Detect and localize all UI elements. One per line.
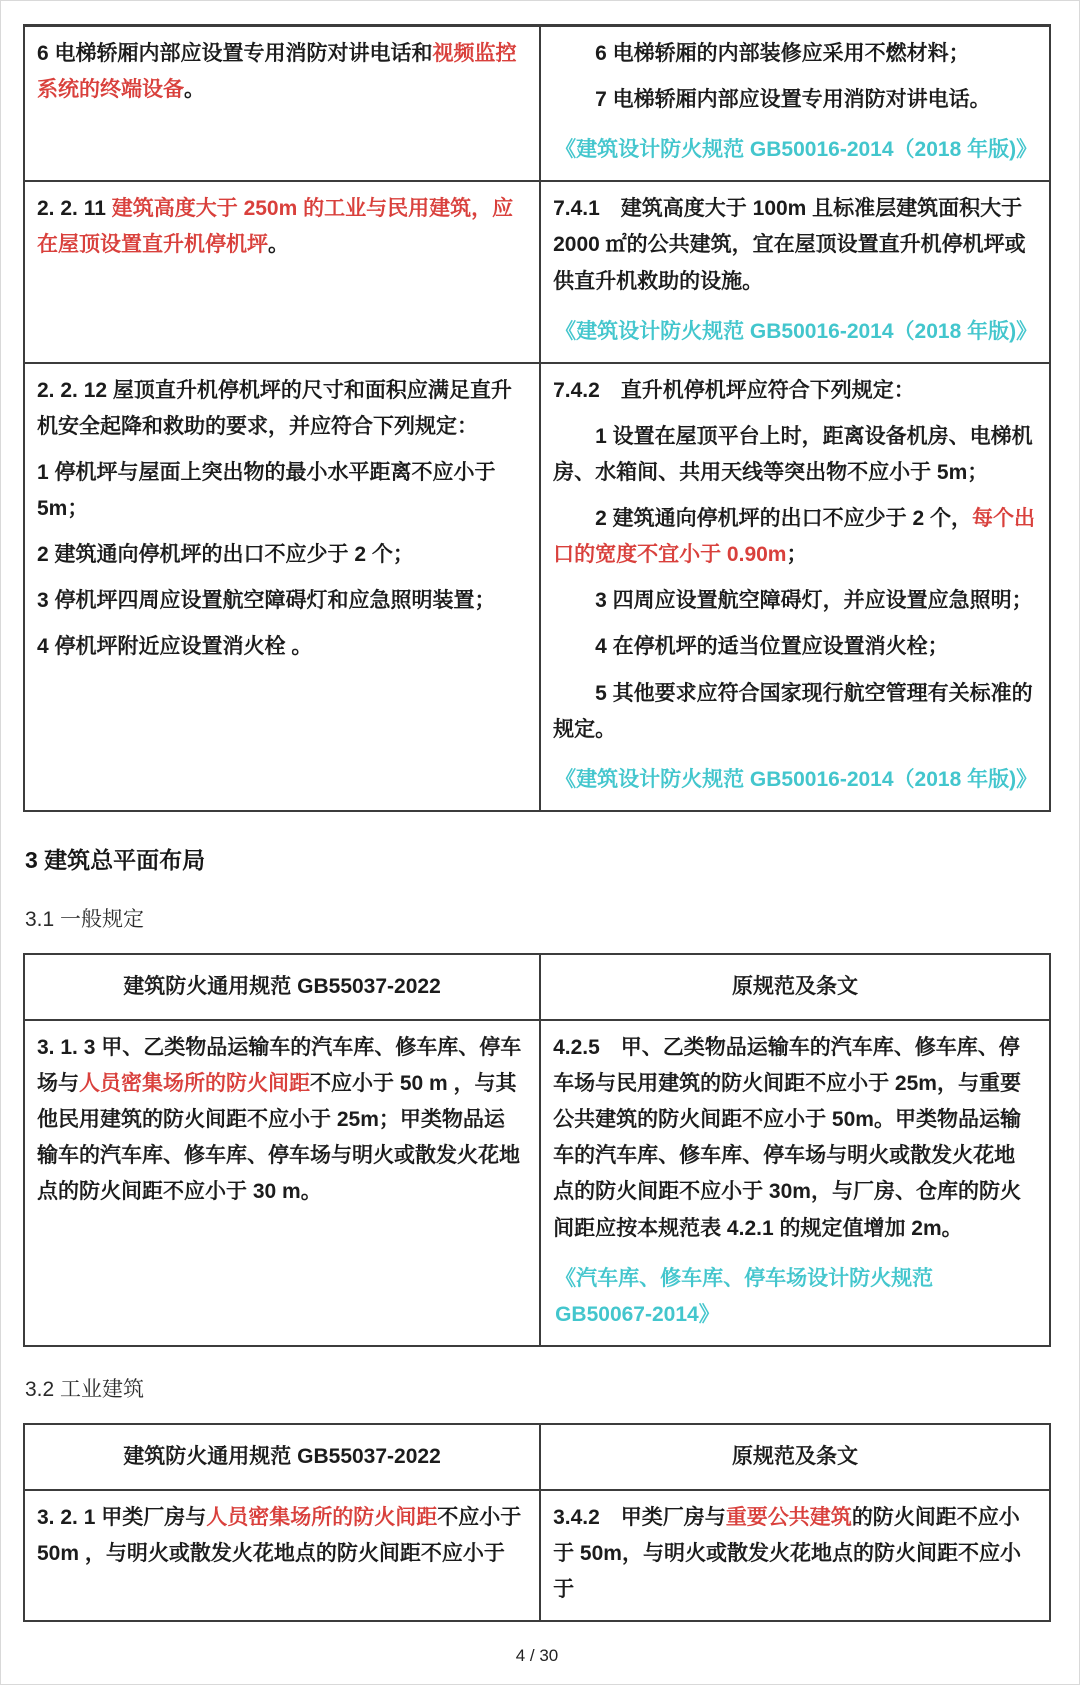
highlighted-difference-text: 视频监控系统的终端设备 <box>37 42 517 102</box>
table-row <box>25 1019 1049 1345</box>
paragraph <box>37 36 525 108</box>
body-text: ； <box>786 543 808 567</box>
source-citation <box>553 762 1038 798</box>
cell-original-code-3-4-2 <box>541 1491 1049 1620</box>
body-text: 6 电梯轿厢的内部装修应采用不燃材料； <box>595 42 970 65</box>
highlighted-difference-text: 每个出口的宽度不宜小于 0.90m <box>553 507 1035 567</box>
paragraph <box>37 1500 525 1572</box>
citation-text: 《建筑设计防火规范 GB50016-2014（2018 年版)》 <box>555 767 1038 791</box>
paragraph <box>553 676 1035 748</box>
cell-new-code-2-2-12 <box>25 364 541 810</box>
body-text: 3 停机坪四周应设置航空障碍灯和应急照明装置； <box>37 589 496 613</box>
column-header-original-code: 原规范及条文 <box>732 974 859 998</box>
paragraph <box>37 629 525 665</box>
table-header-row <box>25 955 1049 1019</box>
body-text: 3. 2. 1 甲类厂房与 <box>37 1505 207 1529</box>
body-text: 7.4.2 直升机停机坪应符合下列规定： <box>553 378 915 402</box>
body-text: 5 其他要求应符合国家现行航空管理有关标准的规定。 <box>553 681 1033 741</box>
body-text: 4 在停机坪的适当位置应设置消火栓； <box>595 635 949 659</box>
table-row <box>25 27 1049 180</box>
paragraph <box>553 501 1035 573</box>
body-text: 3 四周应设置航空障碍灯，并应设置应急照明； <box>595 589 1033 613</box>
cell-original-code-7-4-2 <box>541 364 1049 810</box>
highlighted-difference-text: 人员密集场所的防火间距 <box>79 1072 310 1096</box>
paragraph <box>553 191 1035 299</box>
paragraph <box>37 373 525 445</box>
section-heading-3: 3 建筑总平面布局 <box>25 846 206 873</box>
cell-original-code-4-2-5 <box>541 1021 1049 1345</box>
highlighted-difference-text: 建筑高度大于 250m 的工业与民用建筑，应在屋顶设置直升机停机坪 <box>37 197 514 257</box>
column-header-new-code: 建筑防火通用规范 GB55037-2022 <box>25 1425 541 1489</box>
body-text: 不应小于 50m ，与明火或散发火花地点的防火间距不应小于 <box>37 1505 522 1566</box>
body-text: 4.2.5 甲、乙类物品运输车的汽车库、修车库、停车场与民用建筑的防火间距不应小于 25m，与重要公共建筑的防火间距不应小于 50m。甲类物品运输车的汽车库、修车库、停车场与明火或散发火花地点的防火间距不应小于 30m，与厂房、仓库的防火间距应按本规范表 4.2.1 的规定值增加 2m。 <box>553 1035 1021 1240</box>
citation-text: 《建筑设计防火规范 GB50016-2014（2018 年版)》 <box>555 319 1038 343</box>
subsection-heading-3-2: 3.2 工业建筑 <box>25 1377 145 1401</box>
page-number: 4 / 30 <box>515 1646 559 1666</box>
body-text: 2 建筑通向停机坪的出口不应少于 2 个， <box>595 507 972 531</box>
body-text: 。 <box>268 233 289 257</box>
body-text: 的防火间距不应小于 50m，与明火或散发火花地点的防火间距不应小于 <box>553 1505 1021 1602</box>
comparison-table-elevator-helipad <box>23 24 1051 812</box>
cell-new-code-3-1-3 <box>25 1021 541 1345</box>
body-text: 4 停机坪附近应设置消火栓 。 <box>37 635 313 659</box>
paragraph <box>37 455 525 527</box>
cell-new-code-6 <box>25 27 541 180</box>
paragraph <box>37 537 525 573</box>
body-text: 。 <box>184 78 205 102</box>
paragraph <box>553 1500 1035 1608</box>
paragraph <box>553 36 1035 72</box>
paragraph <box>553 82 1035 118</box>
comparison-table-general-layout <box>23 953 1051 1347</box>
paragraph <box>37 1030 525 1211</box>
subsection-heading-3-1: 3.1 一般规定 <box>25 907 145 931</box>
paragraph <box>37 583 525 619</box>
body-text: 2. 2. 12 屋顶直升机停机坪的尺寸和面积应满足直升机安全起降和救助的要求，并应符合下列规定： <box>37 378 512 438</box>
table-row <box>25 362 1049 810</box>
column-header-new-code: 建筑防火通用规范 GB55037-2022 <box>25 955 541 1019</box>
cell-new-code-2-2-11 <box>25 182 541 361</box>
paragraph <box>553 629 1035 665</box>
body-text: 1 设置在屋顶平台上时，距离设备机房、电梯机房、水箱间、共用天线等突出物不应小于 5m； <box>553 424 1033 484</box>
body-text: 6 电梯轿厢内部应设置专用消防对讲电话和 <box>37 42 433 65</box>
highlighted-difference-text: 重要公共建筑 <box>725 1505 852 1529</box>
body-text: 7 电梯轿厢内部应设置专用消防对讲电话。 <box>595 88 991 112</box>
paragraph <box>553 419 1035 491</box>
body-text: 3.4.2 甲类厂房与 <box>553 1505 726 1529</box>
cell-new-code-3-2-1 <box>25 1491 541 1620</box>
citation-text: 《汽车库、修车库、停车场设计防火规范 GB50067-2014》 <box>555 1266 934 1326</box>
source-citation <box>553 314 1038 350</box>
paragraph <box>37 191 525 263</box>
body-text: 不应小于 50 m ，与其他民用建筑的防火间距不应小于 25m；甲类物品运输车的汽车库、修车库、停车场与明火或散发火花地点的防火间距不应小于 30 m。 <box>37 1072 520 1204</box>
citation-text: 《建筑设计防火规范 GB50016-2014（2018 年版)》 <box>555 138 1038 162</box>
paragraph <box>553 583 1035 619</box>
body-text: 2. 2. 11 <box>37 197 112 221</box>
source-citation <box>553 132 1038 168</box>
body-text: 2 建筑通向停机坪的出口不应少于 2 个； <box>37 543 414 567</box>
cell-original-code-7-4-1 <box>541 182 1049 361</box>
paragraph <box>553 373 1035 409</box>
table-header-row <box>25 1425 1049 1489</box>
table-row <box>25 180 1049 361</box>
body-text: 7.4.1 建筑高度大于 100m 且标准层建筑面积大于 2000 ㎡的公共建筑，宜在屋顶设置直升机停机坪或供直升机救助的设施。 <box>553 197 1026 293</box>
comparison-table-industrial <box>23 1423 1051 1622</box>
source-citation <box>553 1261 1035 1333</box>
body-text: 3. 1. 3 甲、乙类物品运输车的汽车库、修车库、停车场与 <box>37 1035 522 1096</box>
table-row <box>25 1489 1049 1620</box>
column-header-original-code: 原规范及条文 <box>732 1444 859 1468</box>
cell-original-code-6 <box>541 27 1049 180</box>
paragraph <box>553 1030 1035 1247</box>
body-text: 1 停机坪与屋面上突出物的最小水平距离不应小于 5m； <box>37 460 496 521</box>
highlighted-difference-text: 人员密集场所的防火间距 <box>206 1505 438 1529</box>
